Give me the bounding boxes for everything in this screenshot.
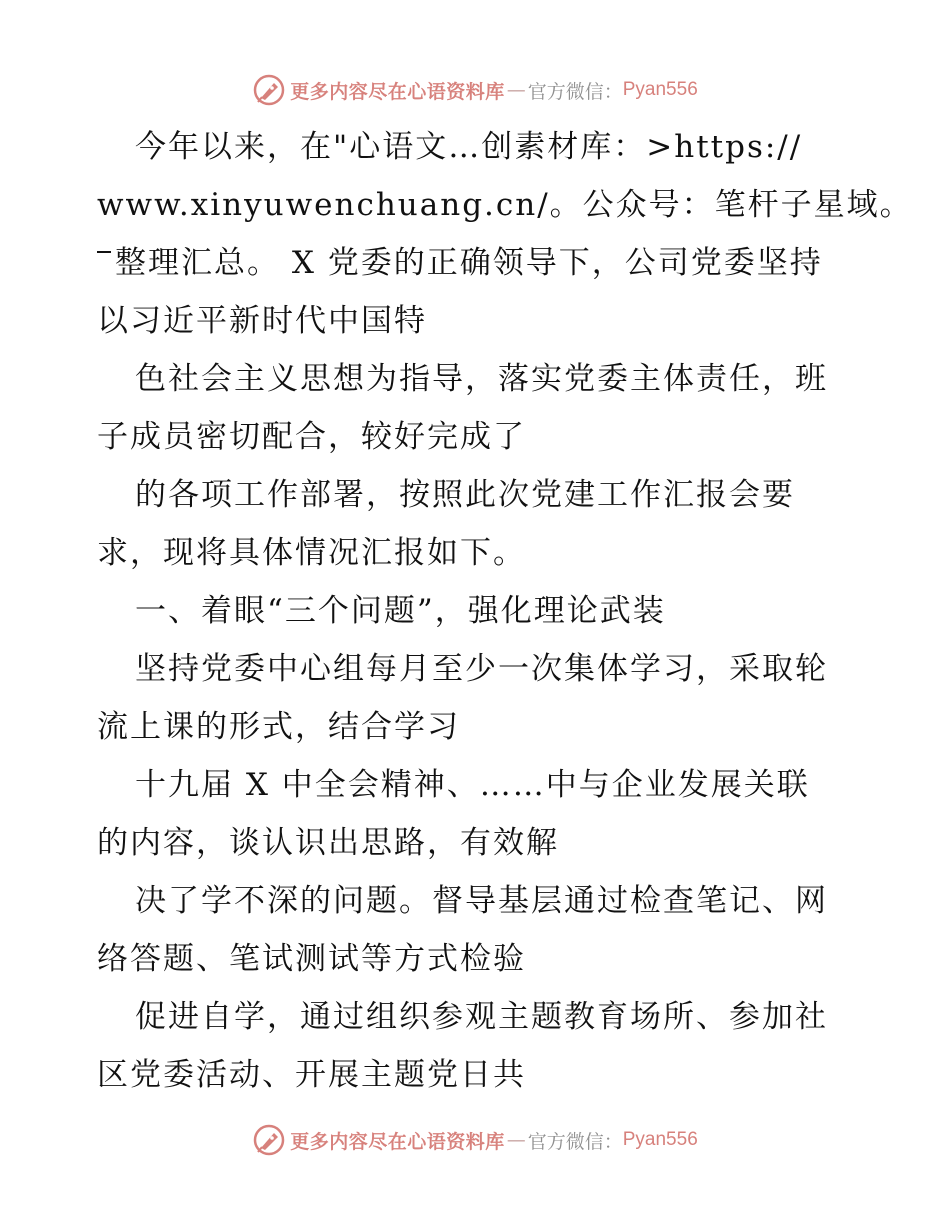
pen-nib-logo-icon xyxy=(252,73,286,107)
watermark-account: Pyan556 xyxy=(622,79,698,100)
header-watermark xyxy=(0,70,950,110)
document-body xyxy=(97,118,913,1104)
watermark-official-label: 官方微信： xyxy=(527,1130,623,1153)
body-line-12: 十九届 X 中全会精神、……中与企业发展关联 xyxy=(135,767,810,803)
body-line-4: 以习近平新时代中国特 xyxy=(97,303,427,339)
body-line-6: 子成员密切配合，较好完成了 xyxy=(97,419,526,455)
footer-watermark xyxy=(0,1120,950,1160)
body-line-7: 的各项工作部署，按照此次党建工作汇报会要 xyxy=(135,477,795,513)
body-line-11: 流上课的形式，结合学习 xyxy=(97,709,460,745)
body-line-17: 区党委活动、开展主题党日共 xyxy=(97,1057,526,1093)
body-line-2: www.xinyuwenchuang.cn/。公众号：笔杆子星域。 xyxy=(97,187,913,223)
body-line-16: 促进自学，通过组织参观主题教育场所、参加社 xyxy=(135,999,828,1035)
watermark-brand-text: 更多内容尽在心语资料库 xyxy=(290,80,505,103)
body-line-8: 求，现将具体情况汇报如下。 xyxy=(97,535,526,571)
watermark-separator: — xyxy=(506,79,526,101)
body-line-5: 色社会主义思想为指导，落实党委主体责任，班 xyxy=(135,361,828,397)
section-heading-1: 一、着眼“三个问题”，强化理论武装 xyxy=(135,593,666,629)
body-line-14: 决了学不深的问题。督导基层通过检查笔记、网 xyxy=(135,883,828,919)
watermark-separator: — xyxy=(506,1129,526,1151)
watermark-official-label: 官方微信： xyxy=(527,80,623,103)
body-line-10: 坚持党委中心组每月至少一次集体学习，采取轮 xyxy=(135,651,828,687)
body-line-1: 今年以来，在"心语文…创素材库：>https:// xyxy=(135,129,803,165)
watermark-account: Pyan556 xyxy=(622,1129,698,1150)
pen-nib-logo-icon xyxy=(252,1123,286,1157)
body-line-3: 整理汇总。 X 党委的正确领导下，公司党委坚持 xyxy=(97,234,857,292)
body-line-13: 的内容，谈认识出思路，有效解 xyxy=(97,825,559,861)
body-line-15: 络答题、笔试测试等方式检验 xyxy=(97,941,526,977)
watermark-brand-text: 更多内容尽在心语资料库 xyxy=(290,1130,505,1153)
